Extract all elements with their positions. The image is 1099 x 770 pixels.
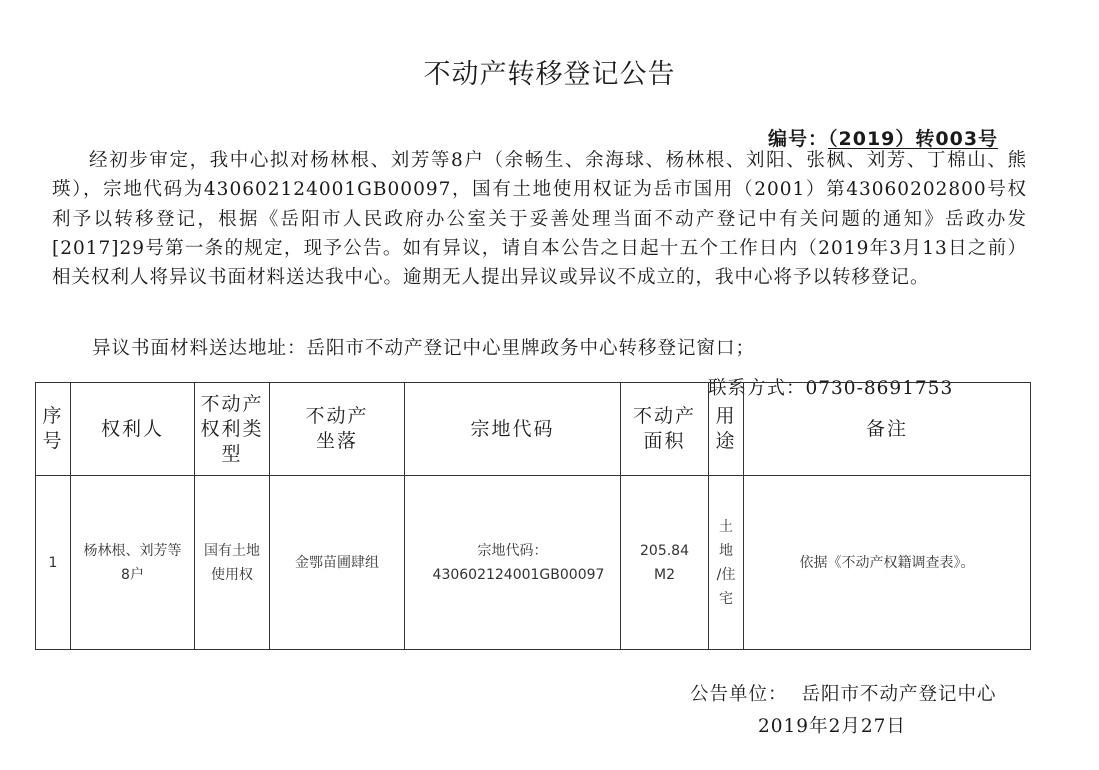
header-right-type: 不动产 权利类 型 xyxy=(195,383,270,476)
cell-seq: 1 xyxy=(36,476,71,650)
notice-title: 不动产转移登记公告 xyxy=(423,59,676,90)
cell-remark: 依据《不动产权籍调查表》。 xyxy=(744,476,1031,650)
header-location: 不动产 坐落 xyxy=(270,383,405,476)
signature-unit xyxy=(690,680,997,706)
cell-area: 205.84 M2 xyxy=(621,476,709,650)
header-parcel-code: 宗地代码 xyxy=(405,383,621,476)
objection-address: 异议书面材料送达地址：岳阳市不动产登记中心里牌政务中心转移登记窗口； xyxy=(92,338,756,359)
table-row xyxy=(36,476,1031,650)
cell-use: 土 地 /住 宅 xyxy=(709,476,744,650)
cell-holder: 杨林根、刘芳等 8户 xyxy=(71,476,195,650)
cell-right-type: 国有土地 使用权 xyxy=(195,476,270,650)
header-holder: 权利人 xyxy=(71,383,195,476)
doc-number-value: （2019）转003号 xyxy=(828,128,999,150)
signature-date: 2019年2月27日 xyxy=(758,716,906,737)
table-header-row xyxy=(36,383,1031,476)
header-area: 不动产 面积 xyxy=(621,383,709,476)
doc-number-label: 编号： xyxy=(768,128,829,150)
notice-body: 经初步审定，我中心拟对杨林根、刘芳等8户（余畅生、余海球、杨林根、刘阳、张枫、刘芳、丁棉山、熊瑛），宗地代码为430602124001GB00097，国有土地使用权证为岳市国用（2001）第43060202800号权利予以转移登记，根据《岳阳市人民政府办公室关于妥善处理当面不动产登记中有关问题的通知》岳政办发[2017]29号第一条的规定，现予公告。如有异议，请自本公告之日起十五个工作日内（2019年3月13日之前）相关权利人将异议书面材料送达我中心。逾期无人提出异议或异议不成立的，我中心将予以转移登记。 xyxy=(52,150,1027,289)
cell-location: 金鄂苗圃肆组 xyxy=(270,476,405,650)
header-remark: 备注 xyxy=(744,383,1031,476)
signature-unit-label: 公告单位： xyxy=(690,684,788,705)
cell-parcel-code: 宗地代码： 430602124001GB00097 xyxy=(405,476,621,650)
contact-info: 联系方式：0730-8691753 xyxy=(708,378,954,399)
header-seq: 序 号 xyxy=(36,383,71,476)
signature-unit-name: 岳阳市不动产登记中心 xyxy=(801,684,997,705)
header-use: 用 途 xyxy=(709,383,744,476)
registration-table xyxy=(35,382,1031,650)
